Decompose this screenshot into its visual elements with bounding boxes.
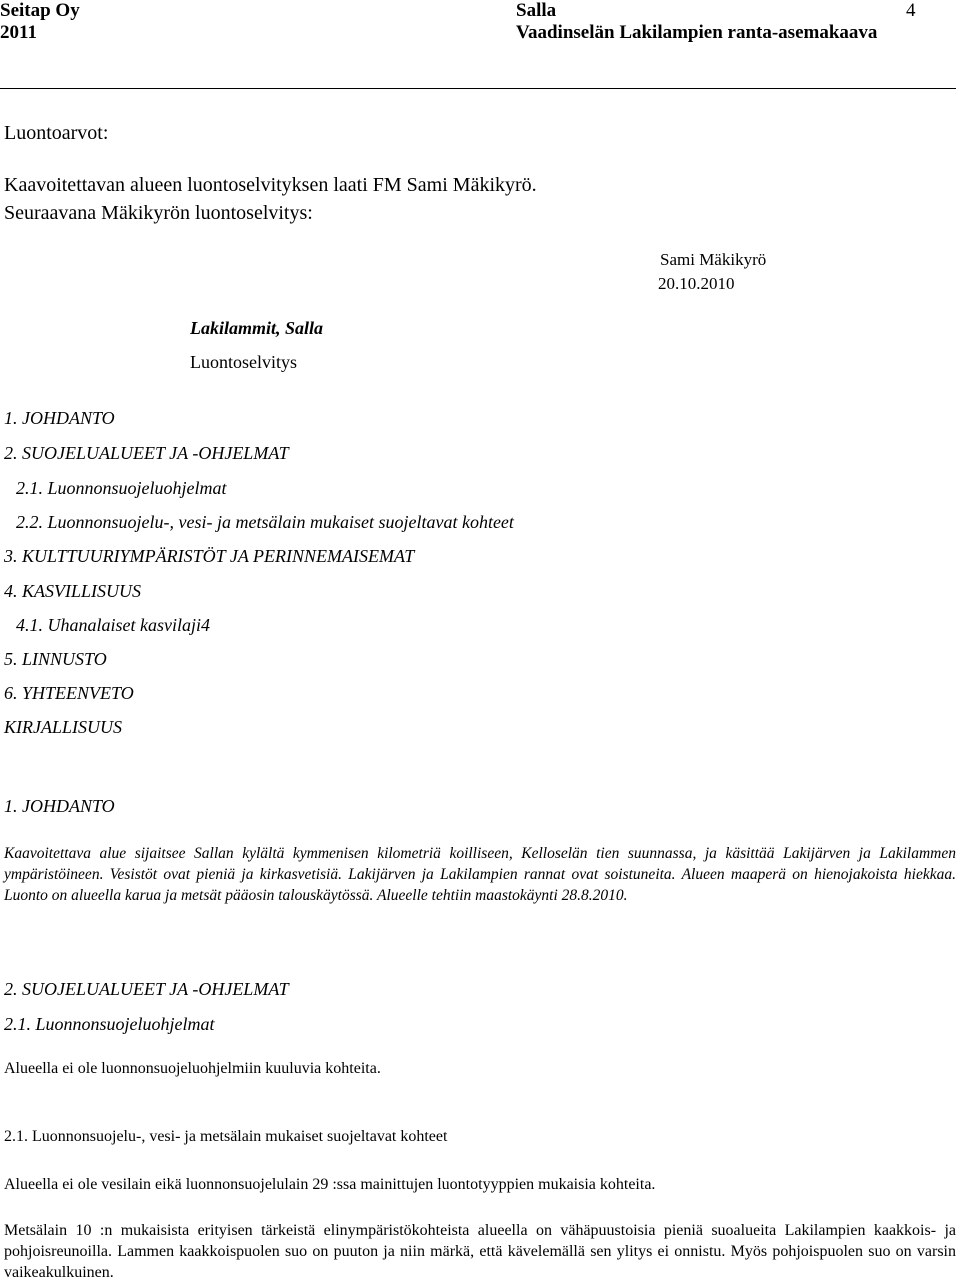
header-plan-title: Vaadinselän Lakilampien ranta-asemakaava [516,22,878,43]
section-2-1-text: Alueella ei ole luonnonsuojeluohjelmiin kuuluvia kohteita. [4,1060,381,1077]
toc-item: 2. SUOJELUALUEET JA -OHJELMAT [4,443,289,463]
toc-item: 5. LINNUSTO [4,649,107,669]
section-2-2-heading: 2.1. Luonnonsuojelu-, vesi- ja metsälain mukaiset suojeltavat kohteet [4,1128,448,1145]
section-1-heading: 1. JOHDANTO [4,796,115,816]
toc-item: 1. JOHDANTO [4,408,115,428]
section-2-2-text-2: Metsälain 10 :n mukaisista erityisen tärkeistä elinympäristökohteista alueella on vähäpuustoisia pieniä suoalueita Lakilampien kaakkois- ja pohjoisreunoilla. Lammen kaakkoispuolen suo on puuton ja niin märkä, että kävelemällä sen ylitys ei onnistu. Myös pohjoispuolen suo on varsin vaikeakulkuinen. [4,1222,956,1281]
report-title: Lakilammit, Salla [190,318,324,338]
intro-line-2: Seuraavana Mäkikyrön luontoselvitys: [4,202,313,224]
toc-item: 4. KASVILLISUUS [4,581,142,601]
toc-item: 2.1. Luonnonsuojeluohjelmat [16,478,227,498]
section-2-2-text-1: Alueella ei ole vesilain eikä luonnonsuojelulain 29 :ssa mainittujen luontotyyppien mukaisia kohteita. [4,1176,656,1193]
toc-item: 3. KULTTUURIYMPÄRISTÖT JA PERINNEMAISEMAT [4,546,415,566]
header-municipality: Salla [516,0,557,21]
header-year: 2011 [0,22,37,43]
intro-heading: Luontoarvot: [4,122,109,144]
report-subtitle: Luontoselvitys [190,352,297,372]
header-page-number: 4 [906,0,916,21]
toc-item: 4.1. Uhanalaiset kasvilaji4 [16,615,210,635]
section-2-heading: 2. SUOJELUALUEET JA -OHJELMAT [4,979,289,999]
report-date: 20.10.2010 [658,274,735,293]
header-divider [0,88,956,89]
section-2-1-heading: 2.1. Luonnonsuojeluohjelmat [4,1014,215,1034]
section-1-paragraph: Kaavoitettava alue sijaitsee Sallan kylältä kymmenisen kilometriä koilliseen, Kelloselän tien suunnassa, ja käsittää Lakijärven ja Lakilammen ympäristöineen. Vesistöt ovat pieniä ja kirkasvetisiä. Lakijärven ja Lakilampien rannat ovat soistuneita. Alueen maaperä on hienojakoista hiekkaa. Luonto on alueella karua ja metsät pääosin talouskäytössä. Alueelle tehtiin maastokäynti 28.8.2010. [4,845,956,904]
toc-item: KIRJALLISUUS [4,717,122,737]
intro-line-1: Kaavoitettavan alueen luontoselvityksen laati FM Sami Mäkikyrö. [4,174,537,196]
toc-item: 2.2. Luonnonsuojelu-, vesi- ja metsälain mukaiset suojeltavat kohteet [16,512,514,532]
toc-item: 6. YHTEENVETO [4,683,134,703]
report-author: Sami Mäkikyrö [660,250,767,269]
header-company: Seitap Oy [0,0,80,21]
